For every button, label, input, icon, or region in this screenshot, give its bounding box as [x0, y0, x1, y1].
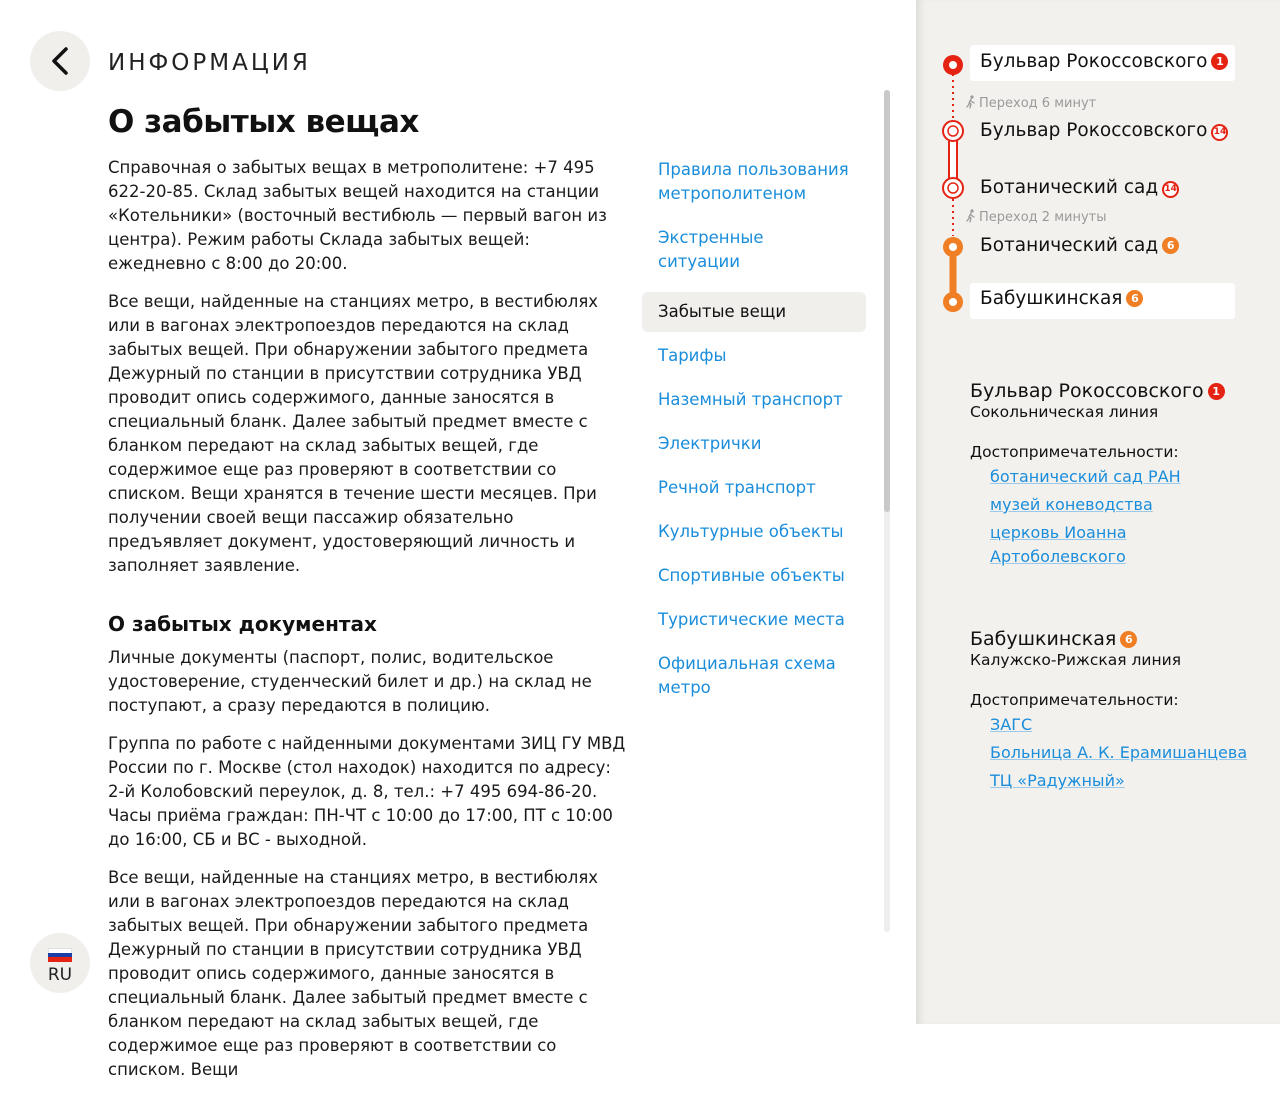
- nav-item-river-transport[interactable]: Речной транспорт: [658, 478, 816, 497]
- route-stop-name: Бабушкинская: [980, 288, 1123, 309]
- line-badge: 14: [1211, 124, 1228, 141]
- attraction-link[interactable]: ЗАГС: [990, 715, 1033, 734]
- article-title: О забытых вещах: [108, 104, 419, 140]
- article: [108, 104, 628, 1096]
- transfer-text: Переход 2 минуты: [979, 210, 1107, 225]
- station-name-text: Бабушкинская: [970, 628, 1117, 650]
- nav-item-emergency[interactable]: Экстренные ситуации: [658, 228, 764, 271]
- station-line-name: Калужско-Рижская линия: [970, 651, 1182, 669]
- route-stop-name: Ботанический сад: [980, 177, 1159, 198]
- article-paragraph: Группа по работе с найденными документами ЗИЦ ГУ МВД России по г. Москве (стол находок) находится по адресу: 2-й Колобовский переулок, д. 8, тел.: +7 495 694-86-20. Часы приёма граждан: ПН-ЧТ с 10:00 до 17:00, ПТ с 10:00 до 16:00, СБ и ВС - выходной.: [108, 734, 626, 849]
- route-panel: [916, 0, 1280, 1024]
- article-paragraph: Личные документы (паспорт, полис, водительское удостоверение, студенческий билет и др.) на склад не поступают, а сразу передаются в полицию.: [108, 648, 592, 715]
- route-transfer: [965, 209, 1106, 225]
- route-stop[interactable]: [980, 288, 1143, 309]
- nav-item-suburban-trains[interactable]: Электрички: [658, 434, 762, 453]
- nav-item-rules[interactable]: Правила пользования метрополитеном: [658, 160, 849, 203]
- language-label: RU: [47, 965, 73, 985]
- line-badge: 1: [1208, 383, 1225, 400]
- station-name-text: Бульвар Рокоссовского: [970, 380, 1204, 402]
- route-stop-name: Бульвар Рокоссовского: [980, 120, 1208, 141]
- nav-item-ground-transport[interactable]: Наземный транспорт: [658, 390, 843, 409]
- route-stop[interactable]: [980, 120, 1228, 141]
- nav-item-lost-items[interactable]: Забытые вещи: [642, 292, 866, 332]
- route-diagram: [916, 0, 1280, 340]
- attraction-link[interactable]: ТЦ «Радужный»: [990, 771, 1125, 790]
- back-button[interactable]: [30, 31, 90, 91]
- transfer-text: Переход 6 минут: [979, 96, 1097, 111]
- route-stop-name: Ботанический сад: [980, 235, 1159, 256]
- line-badge: 6: [1126, 290, 1143, 307]
- article-paragraph: Все вещи, найденные на станциях метро, в вестибюлях или в вагонах электропоездов передаются на склад забытых вещей. При обнаружении забытого предмета Дежурный по станции в присутствии сотрудника УВД проводит опись содержимого, данные заносятся в специальный бланк. Далее забытый предмет вместе с бланком передают на склад забытых вещей, где содержимое еще раз проверяют в соответствии со списком. Вещи хранятся в течение шести месяцев. При получении своей вещи пассажир обязательно предъявляет документ, удостоверяющий личность и заполняет заявление.: [108, 292, 599, 575]
- chevron-left-icon: [48, 46, 72, 76]
- article-subtitle: О забытых документах: [108, 612, 377, 636]
- line-badge: 1: [1211, 53, 1228, 70]
- page-header-title: ИНФОРМАЦИЯ: [108, 50, 311, 76]
- info-nav: [642, 156, 866, 718]
- route-stop-name: Бульвар Рокоссовского: [980, 51, 1208, 72]
- station-info-name: [970, 380, 1270, 402]
- attraction-link[interactable]: ботанический сад РАН: [990, 467, 1181, 486]
- nav-item-sports[interactable]: Спортивные объекты: [658, 566, 845, 585]
- line-badge: 6: [1162, 237, 1179, 254]
- walking-icon: [965, 209, 977, 223]
- russia-flag-icon: [48, 948, 72, 962]
- attractions-heading: Достопримечательности:: [970, 691, 1179, 709]
- walking-icon: [965, 95, 977, 109]
- nav-item-culture[interactable]: Культурные объекты: [658, 522, 844, 541]
- station-info-name: [970, 628, 1270, 650]
- route-stop[interactable]: [980, 177, 1179, 198]
- language-button[interactable]: [30, 933, 90, 993]
- line-badge: 6: [1120, 631, 1137, 648]
- route-stop[interactable]: [980, 51, 1228, 72]
- station-line-name: Сокольническая линия: [970, 403, 1159, 421]
- line-badge: 14: [1162, 181, 1179, 198]
- route-stop[interactable]: [980, 235, 1179, 256]
- article-paragraph: Справочная о забытых вещах в метрополитене: +7 495 622-20-85. Склад забытых вещей находится на станции «Котельники» (восточный вестибюль — первый вагон из центра). Режим работы Склада забытых вещей: ежедневно с 8:00 до 20:00.: [108, 158, 607, 273]
- nav-item-metro-map[interactable]: Официальная схема метро: [658, 654, 836, 697]
- scrollbar-thumb[interactable]: [884, 90, 890, 512]
- station-info-start: [970, 380, 1270, 573]
- station-info-end: [970, 628, 1270, 797]
- attractions-heading: Достопримечательности:: [970, 443, 1179, 461]
- scrollbar[interactable]: [884, 90, 890, 932]
- attraction-link[interactable]: Больница А. К. Ерамишанцева: [990, 743, 1248, 762]
- nav-item-tourist-places[interactable]: Туристические места: [658, 610, 845, 629]
- nav-item-fares[interactable]: Тарифы: [658, 346, 727, 365]
- article-paragraph: Все вещи, найденные на станциях метро, в вестибюлях или в вагонах электропоездов передаются на склад забытых вещей. При обнаружении забытого предмета Дежурный по станции в присутствии сотрудника УВД проводит опись содержимого, данные заносятся в специальный бланк. Далее забытый предмет вместе с бланком передают на склад забытых вещей, где содержимое еще раз проверяют в соответствии со списком. Вещи: [108, 868, 599, 1079]
- route-transfer: [965, 95, 1096, 111]
- attraction-link[interactable]: церковь Иоанна Артоболевского: [990, 523, 1127, 566]
- attraction-link[interactable]: музей коневодства: [990, 495, 1153, 514]
